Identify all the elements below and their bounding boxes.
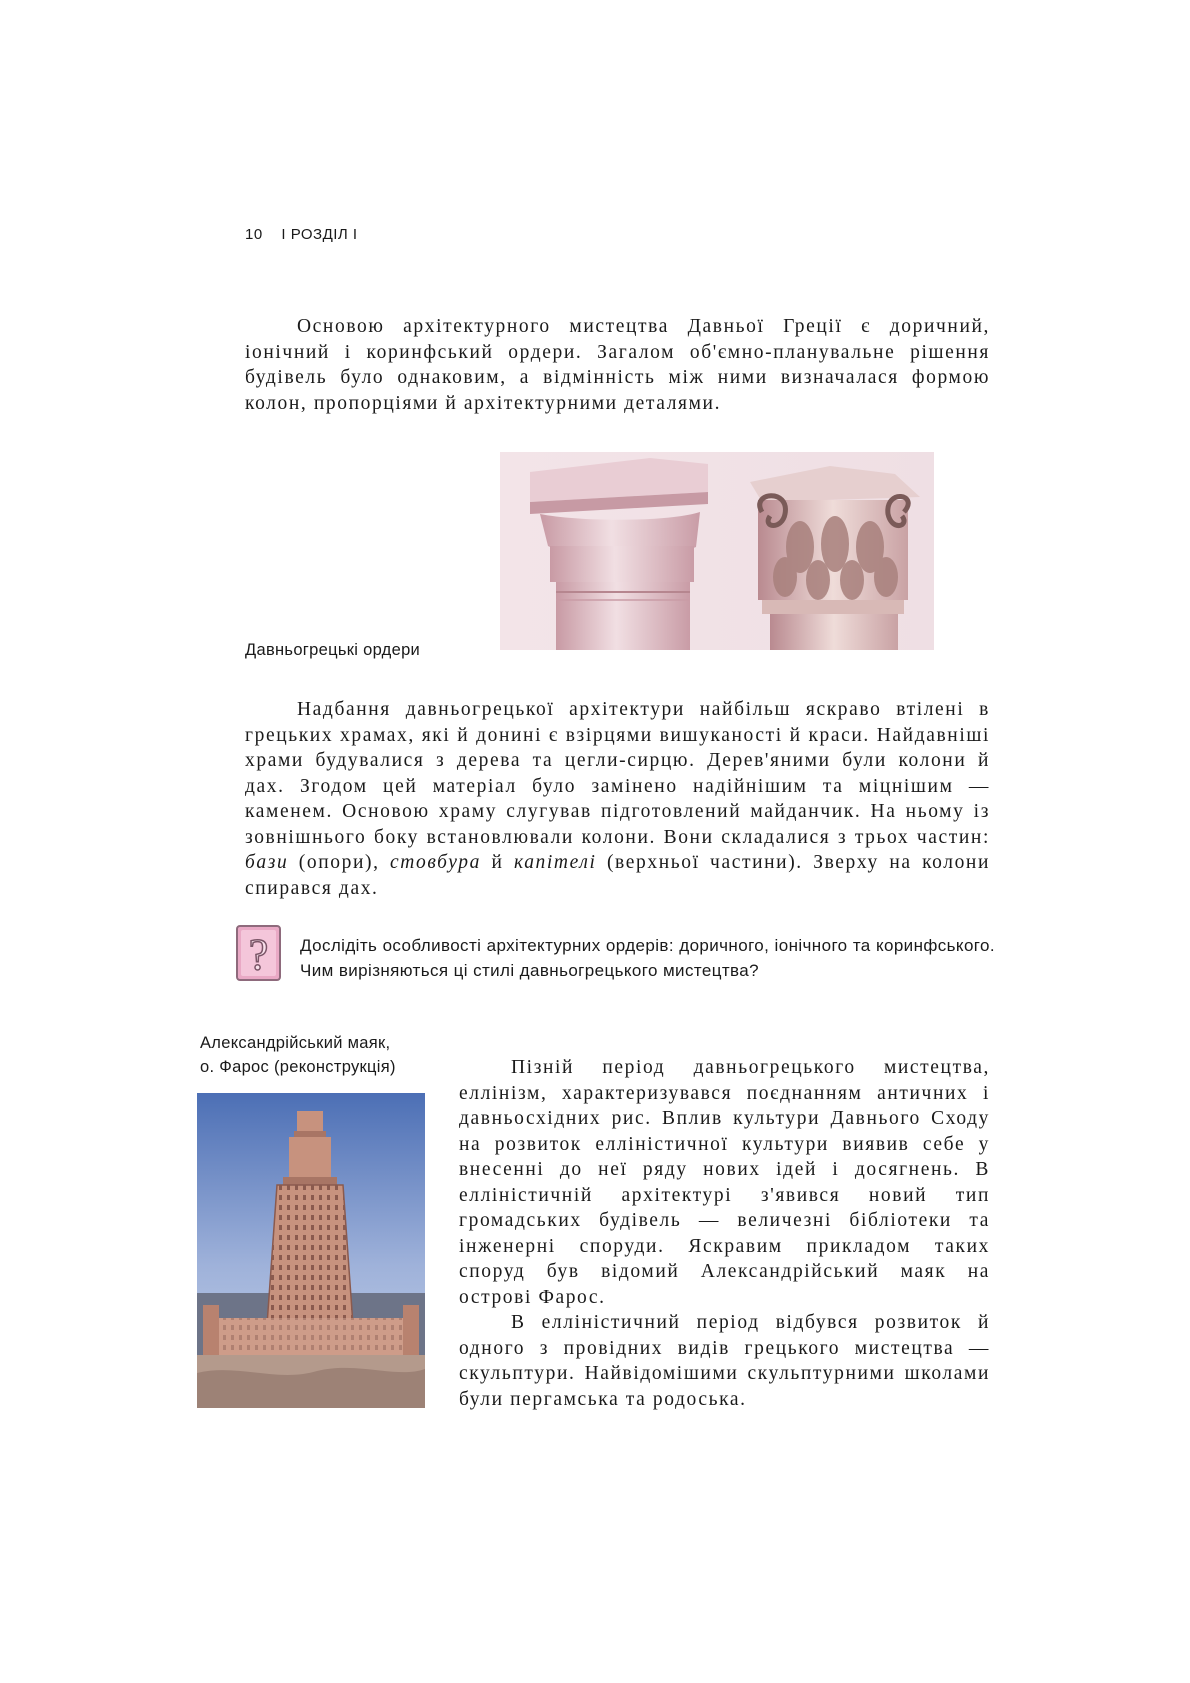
- paragraph-text: й: [481, 852, 514, 873]
- paragraph-hellenism: [459, 1055, 990, 1310]
- orders-caption: Давньогрецькі ордери: [245, 641, 421, 659]
- lighthouse-caption-line: о. Фарос (реконструкція): [200, 1058, 396, 1076]
- section-label: І РОЗДІЛ І: [281, 226, 358, 243]
- term-base: бази: [245, 852, 289, 873]
- lighthouse-caption-line: Александрійський маяк,: [200, 1034, 391, 1052]
- term-shaft: стовбура: [390, 852, 481, 873]
- page-header: [245, 226, 358, 243]
- paragraph-text: Надбання давньогрецької архітектури найбільш яскраво втілені в грецьких храмах, які й донині є взірцями вишуканості й краси. Найдавніші храми будувалися з дерева та цегли-сирцю. Дерев'яними були колони й дах. Згодом цей матеріал було замінено надійнішим та міцнішим — каменем. Основою храму слугував підготовлений майданчик. На ньому із зовнішнього боку встановлювали колони. Вони складалися з трьох частин:: [245, 699, 990, 848]
- alexandria-lighthouse-photo: [197, 1093, 425, 1408]
- lighthouse-caption: [200, 1031, 396, 1079]
- svg-text:?: ?: [248, 930, 269, 979]
- question-mark-icon: [235, 924, 282, 982]
- question-box: Дослідіть особливості архітектурних ордерів: доричного, іонічного та коринфського. Чим вирізняються ці стилі давньогрецького мистецтва?: [300, 936, 995, 980]
- paragraph-text: Пізній період давньогрецького мистецтва, еллінізм, характеризувався поєднанням античних і давньосхідних рис. Вплив культури Давнього Сходу на розвиток елліністичної культури виявив себе у внесенні до неї ряду нових ідей і досягнень. В елліністичній архітектурі з'явився новий тип громадських будівель — величезні бібліотеки та інженерні споруди. Яскравим прикладом таких споруд був відомий Александрійський маяк на острові Фарос.: [459, 1057, 990, 1308]
- paragraph-text: (опори),: [288, 852, 391, 873]
- term-capital: капітелі: [513, 852, 597, 873]
- paragraph-orders-intro: [245, 314, 990, 416]
- greek-orders-photo: [500, 452, 934, 650]
- paragraph-text: (верхньої частини). Зверху на колони спирався дах.: [245, 852, 991, 899]
- paragraph-text: Основою архітектурного мистецтва Давньої Греції є доричний, іонічний і коринфський ордери. Загалом об'ємно-планувальне рішення будівель було однаковим, а відмінність між ними визначалася формою колон, пропорціями й архітектурними деталями.: [245, 316, 990, 414]
- paragraph-temples: [245, 697, 990, 901]
- paragraph-text: В елліністичний період відбувся розвиток й одного з провідних видів грецького мистецтва — скульптури. Найвідомішими скульптурними школами були пергамська та родоська.: [459, 1312, 990, 1410]
- paragraph-sculpture: [459, 1310, 990, 1412]
- page-number: 10: [245, 226, 263, 243]
